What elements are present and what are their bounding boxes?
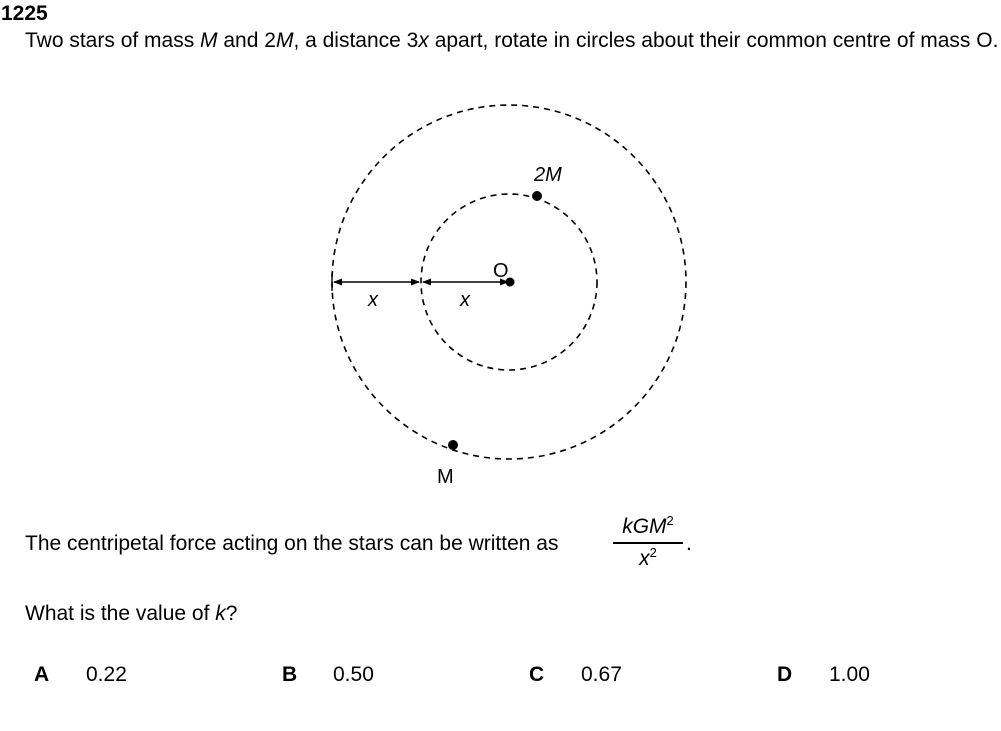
- option-d-letter[interactable]: D: [777, 663, 793, 686]
- option-a-value[interactable]: 0.22: [86, 663, 127, 686]
- option-d-value[interactable]: 1.00: [829, 663, 870, 686]
- stem-var-m: M: [275, 29, 294, 52]
- denominator-exponent: 2: [649, 544, 657, 560]
- question-var-k: k: [215, 602, 226, 625]
- stem-text: and 2: [217, 29, 276, 52]
- option-c-letter[interactable]: C: [529, 663, 545, 686]
- option-a-letter[interactable]: A: [34, 663, 50, 686]
- formula-numerator: [613, 514, 683, 540]
- question-text: What is the value of: [25, 602, 216, 625]
- label-2m: 2M: [534, 164, 562, 186]
- stem-var-x: x: [418, 29, 429, 52]
- stem-text: apart, rotate in circles about their common centre of mass O.: [428, 29, 999, 52]
- label-o: O: [493, 260, 509, 282]
- formula-period: .: [686, 532, 692, 555]
- fraction-bar: [613, 542, 683, 544]
- option-b-value[interactable]: 0.50: [333, 663, 374, 686]
- force-statement: The centripetal force acting on the stars can be written as: [25, 532, 559, 555]
- option-b-letter[interactable]: B: [282, 663, 298, 686]
- label-m: M: [437, 466, 454, 488]
- numerator-exponent: 2: [666, 513, 674, 528]
- question-mark: ?: [225, 602, 238, 625]
- stem-text: , a distance 3: [293, 29, 419, 52]
- stem-text: Two stars of mass: [25, 29, 201, 52]
- star-2m-dot: [532, 191, 542, 201]
- label-x-inner: x: [460, 289, 470, 311]
- option-c-value[interactable]: 0.67: [581, 663, 622, 686]
- question-prompt: [25, 602, 237, 626]
- force-formula: [613, 514, 683, 572]
- question-number: 1225: [1, 2, 48, 25]
- star-m-dot: [448, 440, 458, 450]
- denominator-text: x: [639, 546, 650, 570]
- numerator-text: kGM: [622, 515, 667, 538]
- stem-var-m: M: [200, 29, 218, 52]
- label-x-outer: x: [368, 289, 378, 311]
- formula-denominator: [613, 546, 683, 572]
